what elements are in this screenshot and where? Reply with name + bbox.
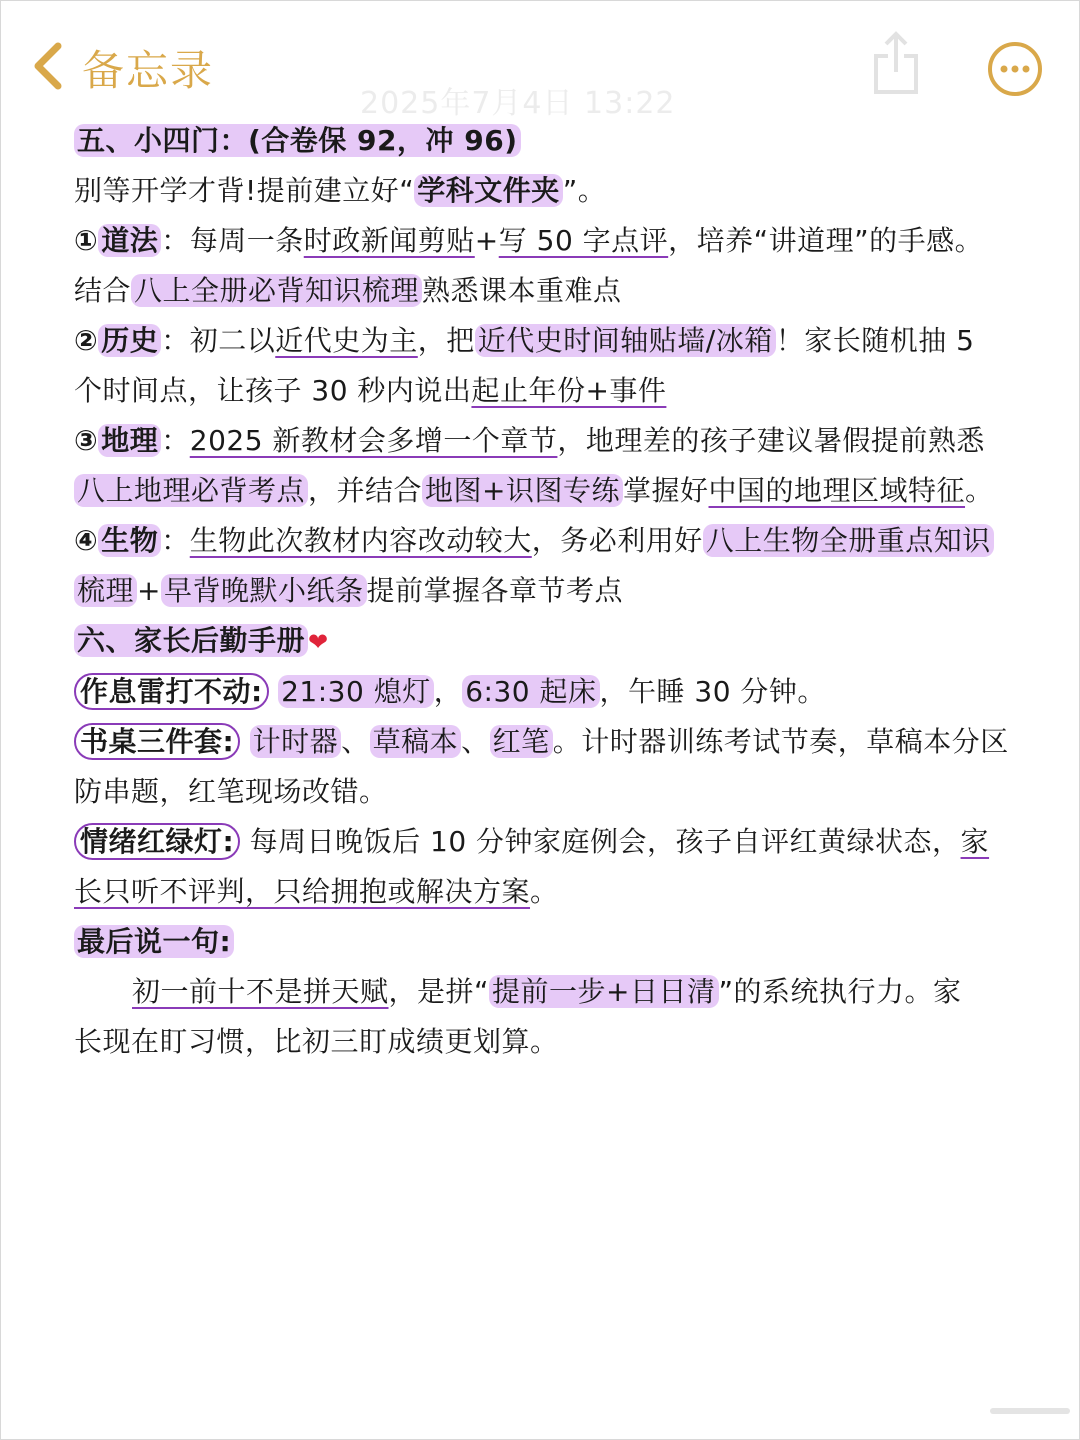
text: ，午睡 30 分钟。 — [599, 675, 826, 708]
back-button[interactable] — [28, 38, 214, 98]
section5-title: 五、小四门：(合卷保 92，冲 96) — [74, 124, 521, 157]
highlighted-text: 近代史时间轴贴墙/冰箱 — [475, 324, 776, 357]
underlined-text: 家 — [960, 825, 990, 858]
text: ，并结合 — [308, 474, 423, 507]
circled-label: 书桌三件套: — [74, 723, 240, 760]
underlined-text: 中国的地理区域特征 — [708, 474, 966, 507]
lishi-line-1 — [74, 316, 1014, 366]
text: 提前掌握各章节考点 — [366, 574, 624, 607]
highlighted-text: 21:30 熄灯 — [278, 675, 434, 708]
subject-label: 道法 — [98, 224, 161, 257]
underlined-text: 写 50 字点评 — [498, 224, 669, 257]
text: 掌握好 — [623, 474, 709, 507]
section6-title-line — [74, 616, 1014, 667]
item-number: ④ — [74, 524, 99, 557]
text: ！家长随机抽 5 — [775, 324, 975, 357]
text: + — [474, 224, 499, 257]
more-icon — [986, 40, 1044, 98]
text: 防串题，红笔现场改错。 — [74, 775, 388, 808]
intro-text: 别等开学才背!提前建立好 — [74, 174, 400, 207]
text: ：初二以 — [161, 324, 276, 357]
qingxu-line-1 — [74, 817, 1014, 867]
text: 熟悉课本重难点 — [422, 274, 622, 307]
quote-close: ”。 — [562, 174, 607, 207]
text: ，把 — [417, 324, 475, 357]
underlined-text: 起止年份+事件 — [471, 374, 667, 407]
highlighted-text: 梳理 — [74, 574, 137, 607]
shengwu-line-1 — [74, 516, 1014, 566]
final-title-line — [74, 917, 1014, 967]
text: ，务必利用好 — [531, 524, 703, 557]
note-body[interactable] — [74, 116, 1014, 1067]
shuzhuo-line-1 — [74, 717, 1014, 767]
scroll-indicator[interactable] — [990, 1408, 1070, 1414]
text: ：每周一条 — [161, 224, 304, 257]
text: 每周日晚饭后 10 分钟家庭例会，孩子自评红黄绿状态， — [249, 825, 961, 858]
share-icon — [866, 30, 926, 96]
text: ，是拼“ — [388, 975, 490, 1008]
text: 、 — [461, 725, 490, 758]
qingxu-line-2 — [74, 867, 1014, 917]
text: 、 — [341, 725, 370, 758]
section5-title-line — [74, 116, 1014, 166]
dili-line-2 — [74, 466, 1014, 516]
shuzhuo-line-2 — [74, 767, 1014, 817]
heart-icon: ❤ — [308, 628, 329, 656]
item-number: ② — [74, 324, 99, 357]
quote-open: “ — [399, 174, 415, 207]
underlined-text: 初一前十不是拼天赋 — [132, 975, 389, 1008]
underlined-text: 长只听不评判，只给拥抱或解决方案 — [74, 875, 531, 908]
highlighted-text: 提前一步+日日清 — [489, 975, 718, 1008]
section6-title: 六、家长后勤手册 — [74, 624, 308, 657]
text: ，地理差的孩子建议暑假提前熟悉 — [557, 424, 985, 457]
text: 长现在盯习惯，比初三盯成绩更划算。 — [74, 1025, 559, 1058]
highlighted-text: 八上生物全册重点知识 — [703, 524, 994, 557]
highlighted-text: 八上全册必背知识梳理 — [131, 274, 422, 307]
text: ： — [161, 424, 190, 457]
underlined-text: 生物此次教材内容改动较大 — [189, 524, 532, 557]
circled-label: 情绪红绿灯: — [74, 823, 240, 860]
final-title: 最后说一句: — [74, 925, 234, 958]
intro-highlight: 学科文件夹 — [414, 174, 563, 207]
text: ，培养“讲道理”的手感。 — [668, 224, 984, 257]
daofa-line-1 — [74, 216, 1014, 266]
note-date: 2025年7月4日 13:22 — [360, 86, 676, 121]
back-label: 备忘录 — [82, 46, 215, 95]
chevron-left-icon — [28, 40, 68, 96]
text: ， — [433, 675, 463, 708]
share-button[interactable] — [866, 30, 926, 96]
final-line-1 — [74, 967, 1014, 1017]
text: 。计时器训练考试节奏，草稿本分区 — [552, 725, 1009, 758]
text: 。 — [965, 474, 994, 507]
highlighted-text: 地图+识图专练 — [422, 474, 623, 507]
section5-intro — [74, 166, 1014, 216]
text: 个时间点，让孩子 30 秒内说出 — [74, 374, 472, 407]
more-button[interactable] — [986, 40, 1044, 98]
highlighted-text: 红笔 — [490, 725, 553, 758]
underlined-text: 2025 新教材会多增一个章节 — [189, 424, 558, 457]
text: ”的系统执行力。家 — [718, 975, 962, 1008]
highlighted-text: 早背晚默小纸条 — [161, 574, 367, 607]
lishi-line-2 — [74, 366, 1014, 416]
item-number: ③ — [74, 424, 99, 457]
final-line-2 — [74, 1017, 1014, 1067]
dili-line-1 — [74, 416, 1014, 466]
nav-bar — [0, 0, 1080, 120]
zuoxi-line — [74, 667, 1014, 717]
highlighted-text: 计时器 — [250, 725, 342, 758]
underlined-text: 时政新闻剪贴 — [303, 224, 475, 257]
daofa-line-2 — [74, 266, 1014, 316]
subject-label: 历史 — [98, 324, 161, 357]
underlined-text: 近代史为主 — [275, 324, 418, 357]
text: ： — [161, 524, 190, 557]
highlighted-text: 草稿本 — [370, 725, 462, 758]
highlighted-text: 6:30 起床 — [462, 675, 599, 708]
highlighted-text: 八上地理必背考点 — [74, 474, 308, 507]
text: + — [137, 574, 161, 607]
shengwu-line-2 — [74, 566, 1014, 616]
subject-label: 地理 — [98, 424, 161, 457]
text: 。 — [530, 875, 559, 908]
text: 结合 — [74, 274, 132, 307]
item-number: ① — [74, 224, 99, 257]
circled-label: 作息雷打不动: — [74, 673, 269, 710]
subject-label: 生物 — [98, 524, 161, 557]
